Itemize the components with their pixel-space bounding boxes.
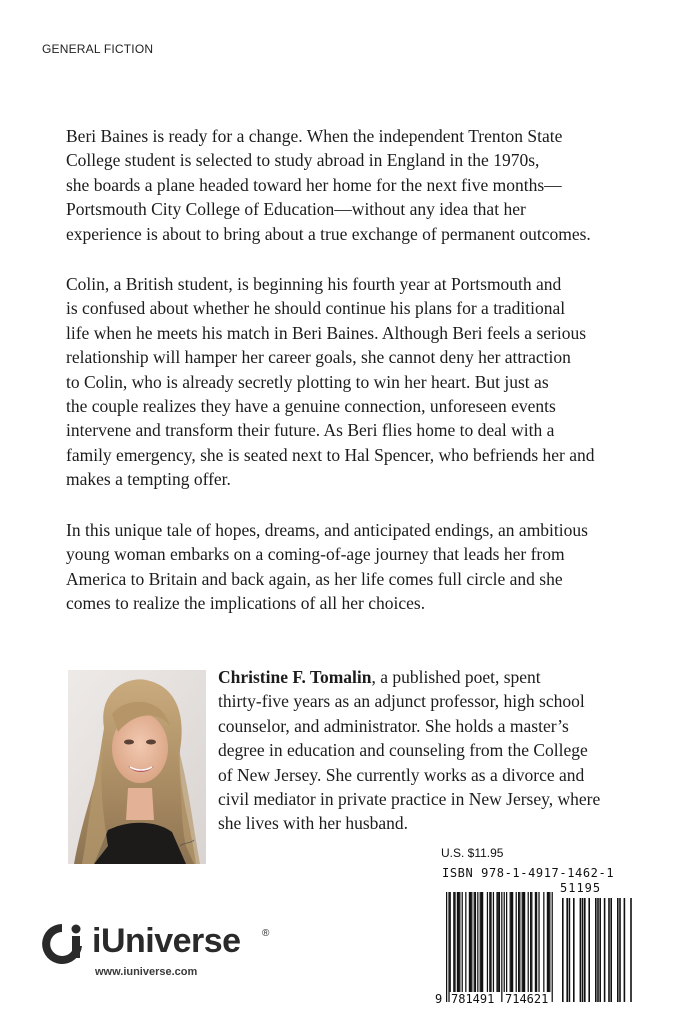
barcode-bar xyxy=(543,892,544,992)
barcode-bar xyxy=(475,892,476,992)
author-portrait-image xyxy=(68,670,206,864)
barcode-bar xyxy=(516,892,517,992)
barcode-bar xyxy=(493,892,494,992)
barcode-bar xyxy=(519,892,520,992)
bio-line: thirty-five years as an adjunct professor, high school xyxy=(218,691,585,712)
back-cover-blurb xyxy=(66,124,646,641)
barcode-bar xyxy=(477,892,478,992)
barcode-bar xyxy=(487,892,488,992)
blurb-paragraph-2 xyxy=(66,272,646,492)
barcode-bar xyxy=(450,892,451,992)
barcode-bar xyxy=(510,892,511,992)
genre-label: GENERAL FICTION xyxy=(42,42,154,56)
barcode-bar xyxy=(465,892,466,992)
barcode-bar xyxy=(498,892,499,992)
bio-first-text: , a published poet, spent xyxy=(371,667,541,687)
blurb-line: is confused about whether he should continue his plans for a traditional xyxy=(66,298,566,319)
bio-line: of New Jersey. She currently works as a divorce and xyxy=(218,764,585,785)
blurb-line: America to Britain and back again, as her life comes full circle and she xyxy=(66,568,563,589)
barcode-bar xyxy=(480,892,481,992)
barcode-bar xyxy=(552,892,553,1002)
barcode-addon-bar xyxy=(582,898,584,1002)
barcode-bar xyxy=(481,892,482,992)
barcode-left-group: 781491 xyxy=(451,992,495,1006)
barcode-bar xyxy=(459,892,460,992)
barcode-addon-bar xyxy=(624,898,626,1002)
registered-mark: ® xyxy=(262,928,270,939)
barcode-addon-bar xyxy=(584,898,586,1002)
blurb-line: life when he meets his match in Beri Baines. Although Beri feels a serious xyxy=(66,322,587,343)
barcode-bar xyxy=(474,892,475,992)
blurb-line: experience is about to bring about a true exchange of permanent outcomes. xyxy=(66,223,591,244)
barcode-bar xyxy=(446,892,447,1002)
barcode-bar xyxy=(470,892,471,992)
barcode-bar xyxy=(496,892,497,992)
barcode xyxy=(434,880,638,1010)
barcode-bar xyxy=(530,892,531,992)
barcode-addon-bar xyxy=(617,898,619,1002)
barcode-bar xyxy=(528,892,529,992)
barcode-bar xyxy=(458,892,459,992)
barcode-bar xyxy=(501,892,502,1002)
bio-line: civil mediator in private practice in New Jersey, where xyxy=(218,789,601,810)
barcode-bar xyxy=(511,892,512,992)
barcode-bar xyxy=(549,892,550,992)
blurb-line: relationship will hamper her career goals, she cannot deny her attraction xyxy=(66,347,571,368)
barcode-bar xyxy=(489,892,490,992)
publisher-name: iUniverse xyxy=(92,922,241,960)
barcode-addon-bar xyxy=(573,898,575,1002)
barcode-bar xyxy=(512,892,513,992)
blurb-line: intervene and transform their future. As Beri flies home to deal with a xyxy=(66,420,555,441)
barcode-addon-bar xyxy=(610,898,612,1002)
barcode-addon-bar xyxy=(619,898,621,1002)
barcode-addon-bar xyxy=(580,898,582,1002)
barcode-bar xyxy=(518,892,519,992)
barcode-bar xyxy=(506,892,507,992)
barcode-addon-bar xyxy=(562,898,564,1002)
barcode-addon-bar xyxy=(588,898,590,1002)
barcode-addon-bar xyxy=(630,898,632,1002)
blurb-line: Beri Baines is ready for a change. When the independent Trenton State xyxy=(66,126,563,146)
blurb-line: In this unique tale of hopes, dreams, and anticipated endings, an ambitious xyxy=(66,519,588,540)
blurb-paragraph-1 xyxy=(66,124,646,246)
barcode-bar xyxy=(524,892,525,992)
barcode-addon-bar xyxy=(569,898,571,1002)
barcode-bar xyxy=(490,892,491,992)
barcode-bar xyxy=(504,892,505,992)
isbn-label: ISBN 978-1-4917-1462-1 xyxy=(442,866,615,880)
bio-first-line xyxy=(218,665,638,689)
blurb-line: young woman embarks on a coming-of-age journey that leads her from xyxy=(66,544,565,565)
barcode-bar xyxy=(499,892,500,992)
publisher-url: www.iuniverse.com xyxy=(95,966,198,978)
barcode-first-digit: 9 xyxy=(435,992,443,1006)
barcode-bar xyxy=(535,892,536,992)
barcode-bar xyxy=(453,892,454,992)
barcode-bar xyxy=(469,892,470,992)
barcode-bar xyxy=(482,892,483,992)
barcode-right-group: 714621 xyxy=(505,992,549,1006)
author-photo xyxy=(68,670,206,864)
bio-line: counselor, and administrator. She holds a master’s xyxy=(218,715,569,736)
barcode-addon-digits: 51195 xyxy=(560,881,602,895)
author-bio xyxy=(218,665,638,836)
blurb-line: comes to realize the implications of all her choices. xyxy=(66,592,426,613)
barcode-addon-bar xyxy=(608,898,610,1002)
barcode-bar xyxy=(538,892,539,992)
barcode-bar xyxy=(471,892,472,992)
blurb-line: the couple realizes they have a genuine connection, unforeseen events xyxy=(66,396,556,417)
blurb-line: College student is selected to study abroad in England in the 1970s, xyxy=(66,150,540,171)
bio-line: she lives with her husband. xyxy=(218,813,409,834)
barcode-bar xyxy=(547,892,548,992)
barcode-bar xyxy=(531,892,532,992)
blurb-line: she boards a plane headed toward her home for the next five months— xyxy=(66,174,562,195)
blurb-line: to Colin, who is already secretly plotting to win her heart. But just as xyxy=(66,371,549,392)
barcode-bar xyxy=(523,892,524,992)
barcode-addon-bar xyxy=(604,898,606,1002)
barcode-bars xyxy=(434,880,638,1010)
barcode-bar xyxy=(457,892,458,992)
barcode-bar xyxy=(448,892,449,1002)
barcode-bar xyxy=(522,892,523,992)
blurb-line: makes a tempting offer. xyxy=(66,469,231,490)
blurb-line: family emergency, she is seated next to Hal Spencer, who befriends her and xyxy=(66,444,595,465)
blurb-paragraph-3 xyxy=(66,518,646,616)
price-label: U.S. $11.95 xyxy=(441,846,504,860)
barcode-addon-bar xyxy=(599,898,601,1002)
barcode-addon-bar xyxy=(597,898,599,1002)
barcode-bar xyxy=(548,892,549,992)
barcode-bar xyxy=(454,892,455,992)
author-name: Christine F. Tomalin xyxy=(218,667,372,687)
blurb-line: Colin, a British student, is beginning his fourth year at Portsmouth and xyxy=(66,274,562,295)
barcode-bar xyxy=(462,892,463,992)
bio-line: degree in education and counseling from the College xyxy=(218,740,588,761)
barcode-addon-bar xyxy=(595,898,597,1002)
blurb-line: Portsmouth City College of Education—without any idea that her xyxy=(66,199,526,220)
barcode-addon-bar xyxy=(566,898,568,1002)
barcode-bar xyxy=(536,892,537,992)
